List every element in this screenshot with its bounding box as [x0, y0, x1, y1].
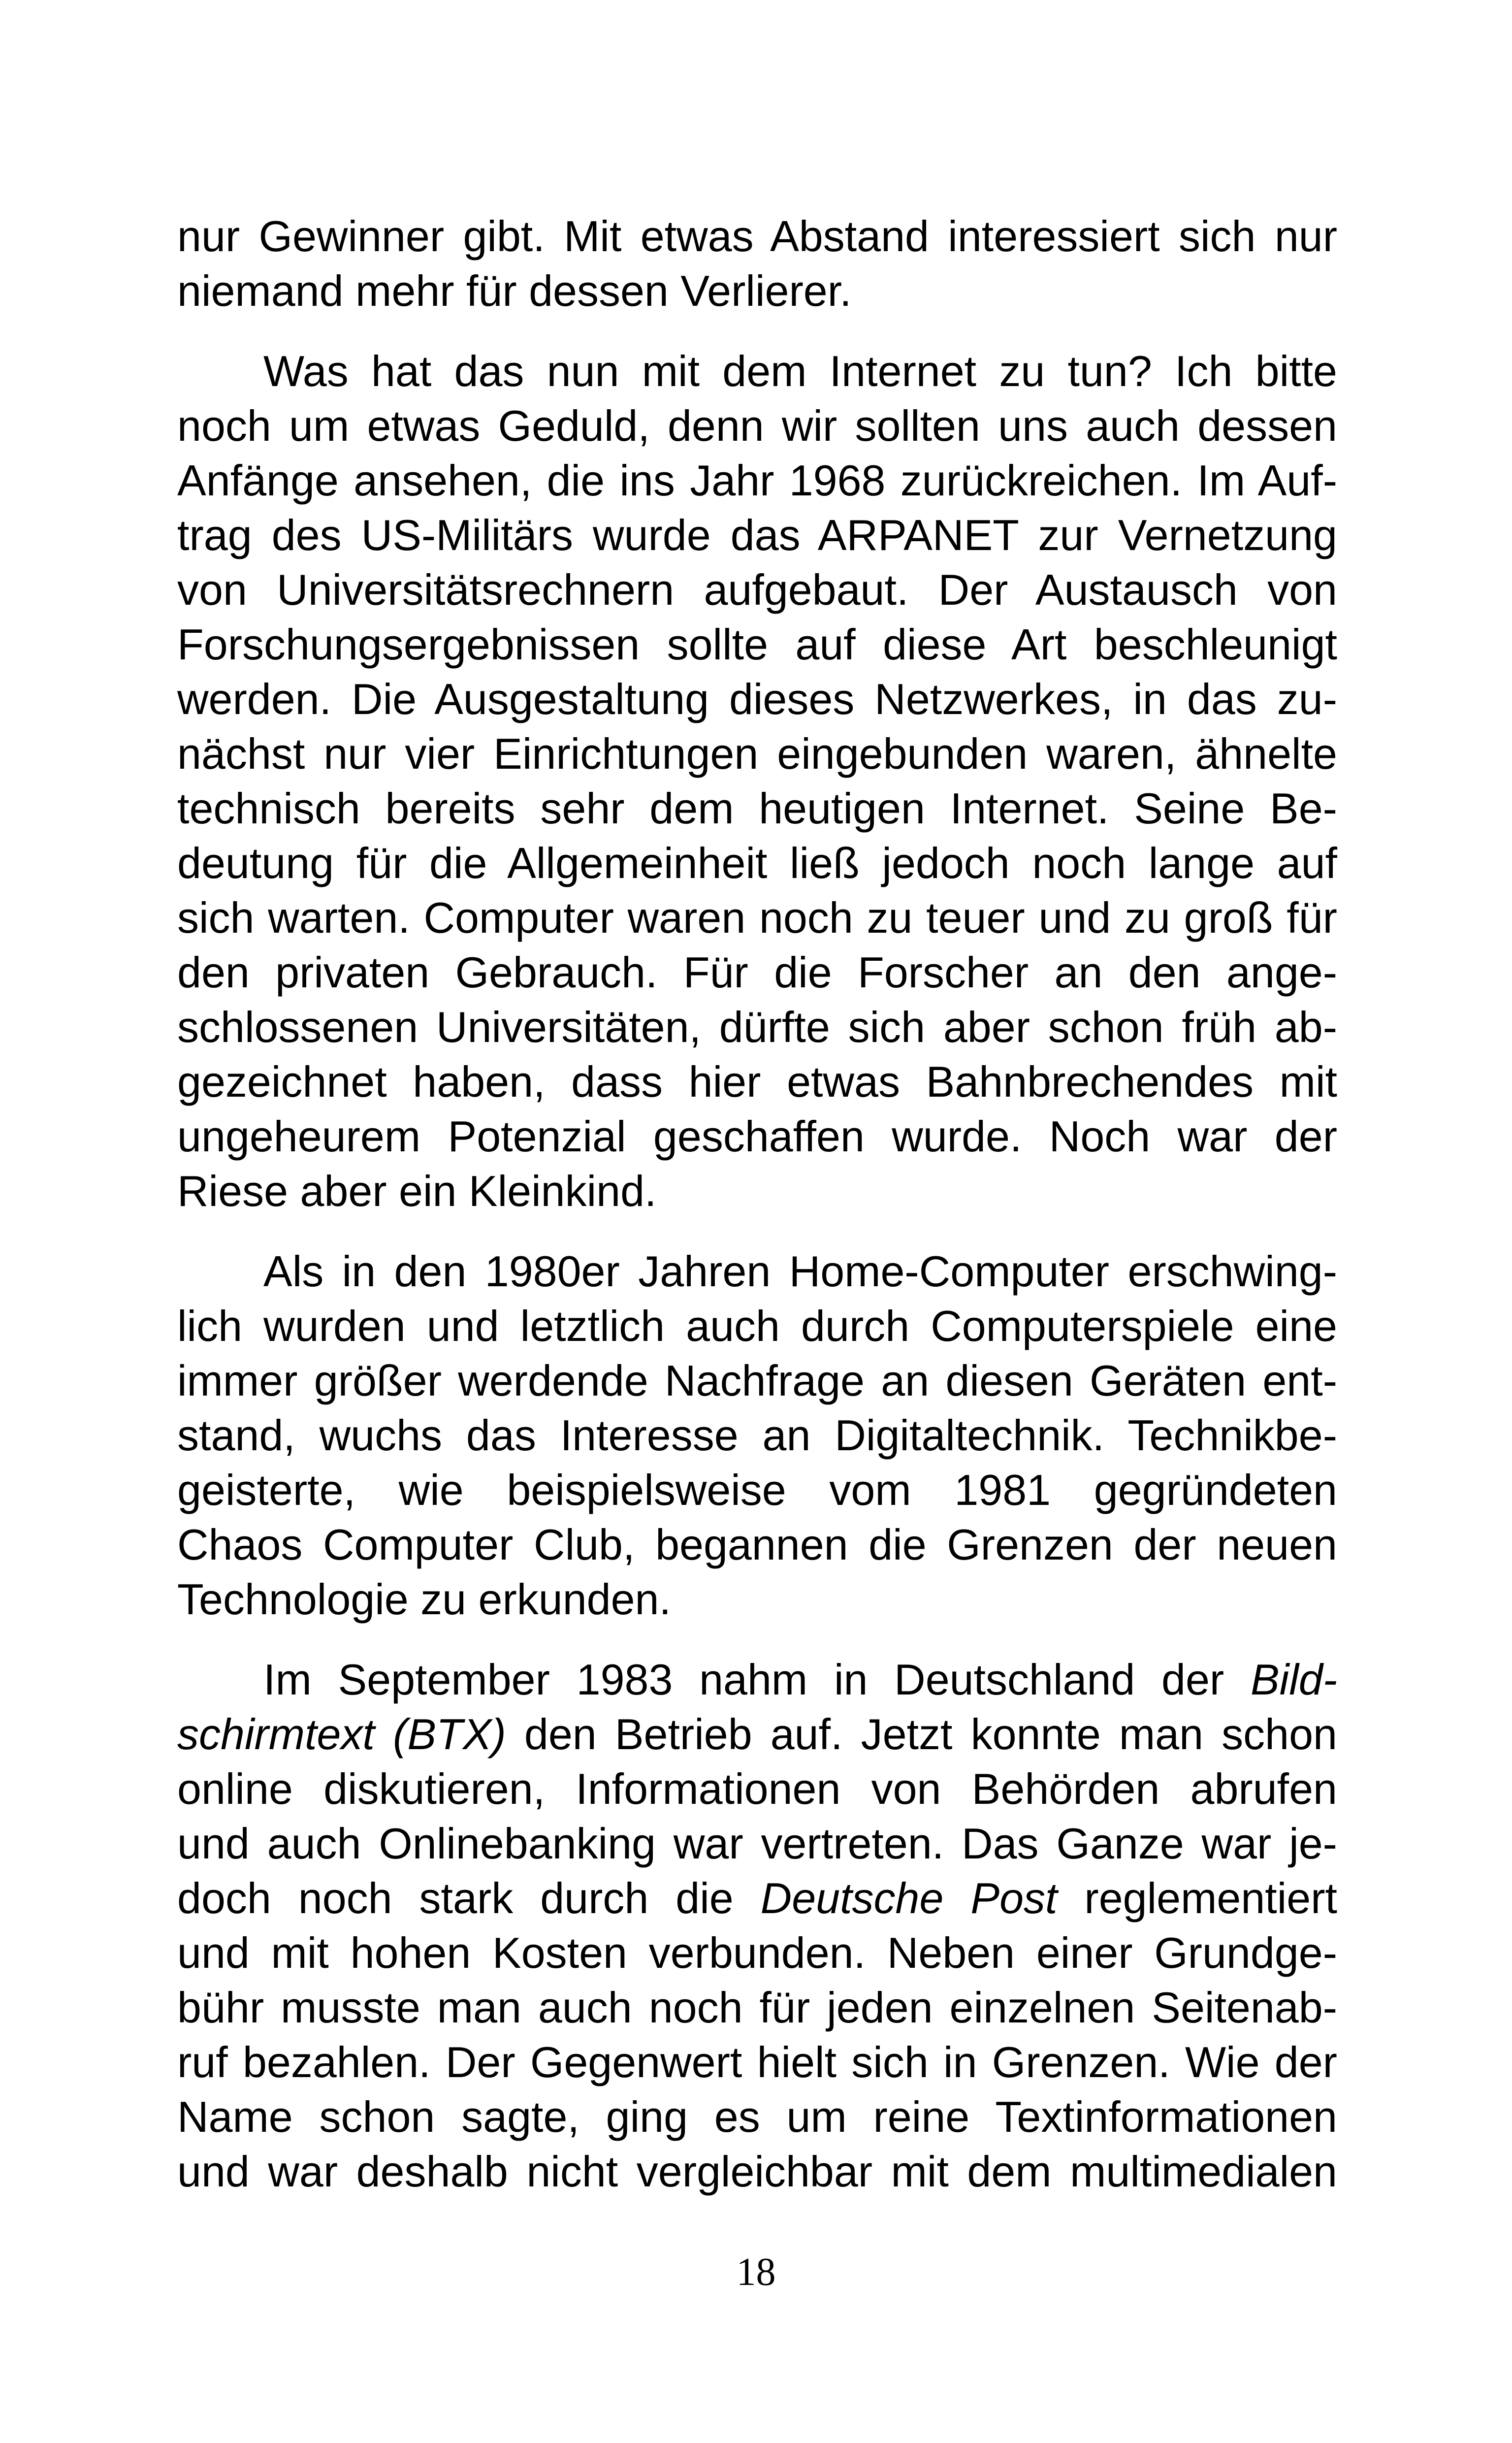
text-segment: Forschungsergebnissen sollte auf diese Art beschleunigt [177, 620, 1337, 669]
text-segment: nächst nur vier Einrichtungen eingebunden waren, ähnelte [177, 729, 1337, 778]
text-segment: ungeheurem Potenzial geschaffen wurde. Noch war der [177, 1112, 1337, 1161]
text-line [177, 781, 1337, 836]
text-segment: Name schon sagte, ging es um reine Textinformationen [177, 2092, 1337, 2141]
text-line [177, 1109, 1337, 1164]
text-line [177, 1299, 1337, 1353]
text-line [177, 344, 1337, 398]
text-segment: lich wurden und letztlich auch durch Computerspiele eine [177, 1302, 1337, 1350]
text-line [177, 1054, 1337, 1109]
text-segment: Als in den 1980er Jahren Home-Computer erschwing- [263, 1247, 1337, 1296]
text-segment: gezeichnet haben, dass hier etwas Bahnbrechendes mit [177, 1057, 1337, 1106]
text-line [177, 1164, 1337, 1218]
text-line [177, 1707, 1337, 1761]
text-line [177, 672, 1337, 726]
text-line [177, 1463, 1337, 1517]
text-segment: von Universitätsrechnern aufgebaut. Der Austausch von [177, 565, 1337, 614]
text-line [177, 1652, 1337, 1707]
text-segment: reglementiert [1057, 1874, 1337, 1922]
text-segment: den privaten Gebrauch. Für die Forscher an den ange- [177, 948, 1337, 997]
text-segment: Technologie zu erkunden. [177, 1575, 671, 1624]
text-line [177, 1980, 1337, 2035]
text-segment: Anfänge ansehen, die ins Jahr 1968 zurückreichen. Im Auf- [177, 456, 1337, 505]
text-line [177, 1816, 1337, 1871]
text-line [177, 508, 1337, 562]
text-segment: sich warten. Computer waren noch zu teuer und zu groß für [177, 893, 1337, 942]
text-segment: ruf bezahlen. Der Gegenwert hielt sich in Grenzen. Wie der [177, 2038, 1337, 2086]
paragraph [177, 344, 1337, 1218]
italic-text-segment: Deutsche Post [760, 1874, 1058, 1922]
text-line [177, 2089, 1337, 2144]
text-segment: Chaos Computer Club, begannen die Grenzen der neuen [177, 1520, 1337, 1569]
text-line [177, 1572, 1337, 1627]
text-line [177, 1517, 1337, 1572]
text-line [177, 726, 1337, 781]
text-line [177, 263, 1337, 318]
text-segment: technisch bereits sehr dem heutigen Internet. Seine Be- [177, 784, 1337, 833]
text-segment: Riese aber ein Kleinkind. [177, 1167, 657, 1215]
text-line [177, 945, 1337, 1000]
italic-text-segment: Bild- [1250, 1655, 1337, 1704]
text-segment: und mit hohen Kosten verbunden. Neben einer Grundge- [177, 1928, 1337, 1977]
text-segment: doch noch stark durch die [177, 1874, 761, 1922]
text-line [177, 2035, 1337, 2089]
text-line [177, 1353, 1337, 1408]
text-line [177, 1000, 1337, 1054]
text-segment: immer größer werdende Nachfrage an diesen Geräten ent- [177, 1356, 1337, 1405]
text-segment: bühr musste man auch noch für jeden einzelnen Seitenab- [177, 1983, 1337, 2032]
text-line [177, 1408, 1337, 1463]
text-segment: niemand mehr für dessen Verlierer. [177, 266, 852, 315]
page-number: 18 [736, 2250, 776, 2294]
text-line [177, 890, 1337, 945]
text-line [177, 562, 1337, 617]
italic-text-segment: schirmtext (BTX) [177, 1710, 506, 1759]
paragraph [177, 1652, 1337, 2199]
text-segment: geisterte, wie beispielsweise vom 1981 gegründeten [177, 1466, 1337, 1514]
text-segment: schlossenen Universitäten, dürfte sich aber schon früh ab- [177, 1003, 1337, 1051]
paragraph [177, 209, 1337, 318]
text-line [177, 836, 1337, 890]
text-segment: Was hat das nun mit dem Internet zu tun? Ich bitte [263, 347, 1337, 395]
text-block [177, 209, 1337, 2199]
text-segment: trag des US-Militärs wurde das ARPANET zur Vernetzung [177, 511, 1337, 559]
text-segment: und war deshalb nicht vergleichbar mit dem multimedialen [177, 2147, 1337, 2196]
text-segment: online diskutieren, Informationen von Behörden abrufen [177, 1764, 1337, 1813]
text-line [177, 209, 1337, 263]
text-segment: werden. Die Ausgestaltung dieses Netzwerkes, in das zu- [177, 675, 1337, 723]
text-line [177, 1244, 1337, 1299]
text-segment: deutung für die Allgemeinheit ließ jedoch noch lange auf [177, 839, 1337, 887]
text-line [177, 617, 1337, 672]
text-line [177, 1761, 1337, 1816]
text-segment: und auch Onlinebanking war vertreten. Das Ganze war je- [177, 1819, 1337, 1868]
text-segment: stand, wuchs das Interesse an Digitaltechnik. Technikbe- [177, 1411, 1337, 1460]
text-segment: den Betrieb auf. Jetzt konnte man schon [506, 1710, 1337, 1759]
text-line [177, 1925, 1337, 1980]
text-segment: Im September 1983 nahm in Deutschland der [263, 1655, 1251, 1704]
text-segment: noch um etwas Geduld, denn wir sollten uns auch dessen [177, 401, 1337, 450]
text-line [177, 398, 1337, 453]
text-line [177, 1871, 1337, 1925]
text-segment: nur Gewinner gibt. Mit etwas Abstand interessiert sich nur [177, 212, 1337, 261]
text-line [177, 453, 1337, 508]
text-line [177, 2144, 1337, 2199]
paragraph [177, 1244, 1337, 1627]
